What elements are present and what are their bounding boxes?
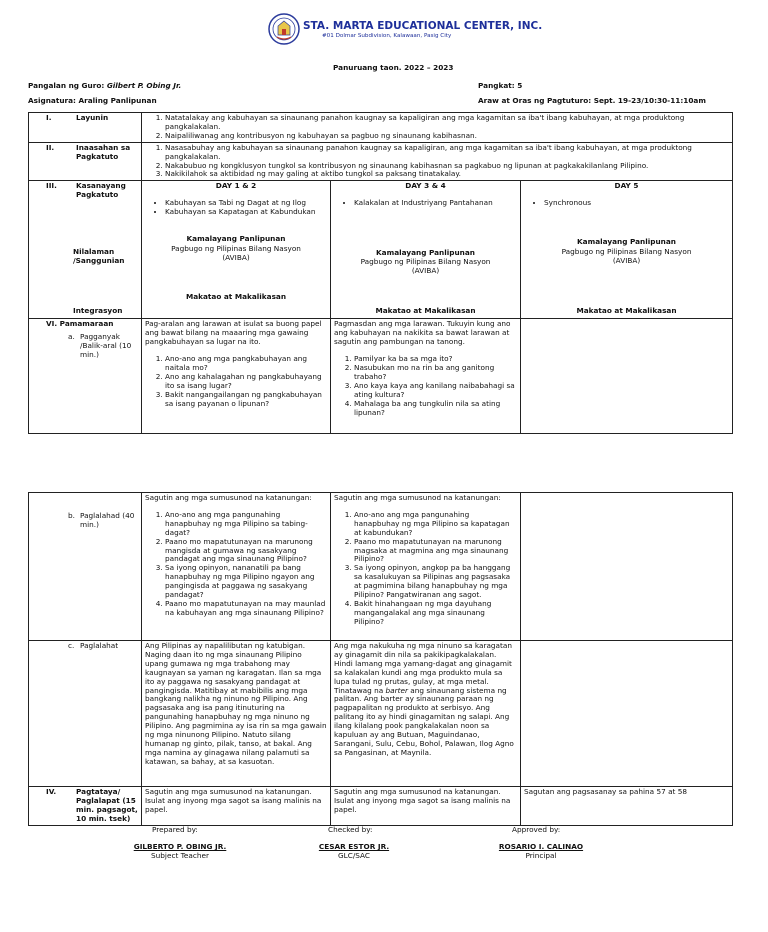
day12-kamalayan: Kamalayang Panlipunan [186,234,286,244]
lesson-plan-table-1 [28,112,733,434]
pamamaraan-label: VI. Pamamaraan [46,319,114,329]
school-name: STA. MARTA EDUCATIONAL CENTER, INC. [303,20,543,32]
layunin-content [142,113,733,143]
school-logo [268,13,300,45]
list-item: 2. Ano ang kahalagahan ng pangkabuhayang ito sa isang lugar? [165,373,327,391]
day5-cell [521,181,733,319]
layunin-list [145,114,729,141]
teacher-name: Gilbert P. Obing Jr. [106,81,182,90]
day34-title: DAY 3 & 4 [405,181,446,191]
inaasahan-num: II. [46,142,55,152]
pagtataya-label: Pagtataya/ Paglalapat (15 min. pagsagot, 10 min. tsek) [76,787,138,823]
list-item: 2. Paano mo mapatutunayan na marunong mangisda at gumawa ng sasakyang pandagat ang mga sinaunang Pilipino? [165,538,327,565]
pagtataya-day5: Sagutan ang pagsasanay sa pahina 57 at 58 [521,787,733,826]
subject-value: Araling Panlipunan [78,96,157,105]
subject-label: Asignatura: [28,96,76,105]
subject-line [28,97,157,106]
day34-source-code: (AVIBA) [411,266,440,276]
layunin-label: Layunin [76,113,109,122]
list-item: 1. Nasasabuhay ang kabuhayan sa sinaunang panahon kaugnay sa kapaligiran, ang mga kagamitan sa iba't ibang kabuhayan, at mga produktong pangkalakalan. [165,144,729,162]
list-item: 1. Pamilyar ka ba sa mga ito? [354,355,517,364]
pagganyak-day34-intro: Pagmasdan ang mga larawan. Tukuyin kung ano ang kabuhayan na nakikita sa bawat larawan at sagutin ang pambungan na tanong. [334,319,511,347]
list-item: 1. Ano-ano ang mga pangunahing hanapbuhay ng mga Pilipino sa kapatagan at kabundukan? [354,511,517,538]
pagganyak-day12-intro: Pag-aralan ang larawan at isulat sa buong papel ang bawat bilang na maaaring mga gawaing pangkabuhayan sa lugar na ito. [145,319,322,347]
layunin-num: I. [46,113,52,122]
list-item: 3. Sa iyong opinyon, nananatili pa bang hanapbuhay ng mga Pilipino ngayon ang pangingisda at paggawa ng sasakyang pandagat? [165,564,327,600]
pagtataya-num: IV. [46,787,57,796]
paglalahad-day12-intro: Sagutin ang mga sumusunod na katanungan: [145,493,312,502]
list-item: 3. Bakit nangangailangan ng pangkabuhayan sa isang payanan o lipunan? [165,391,327,409]
list-item: • Synchronous [544,199,729,208]
day12-integrasyon: Makatao at Makalikasan [185,292,287,302]
signature-block [490,842,592,860]
grade-line [478,82,522,91]
lesson-plan-table-2 [28,492,733,826]
paglalahat-day5 [521,641,733,787]
list-item: 4. Paano mo mapatutunayan na may maunlad na kabuhayan ang mga sinaunang Pilipino? [165,600,327,618]
day5-kamalayan: Kamalayang Panlipunan [577,237,676,247]
teacher-line [28,82,181,91]
day5-topics [524,199,729,208]
checked-by-name: CESAR ESTOR JR. [318,842,390,851]
checked-by-title: GLC/SAC [338,851,370,860]
inaasahan-label-cell [29,142,142,181]
layunin-label-cell [29,113,142,143]
paglalahat-label: Paglalahat [80,641,119,650]
approved-by-label: Approved by: [512,825,561,834]
signature-block [308,842,400,860]
paglalahad-row [29,493,733,641]
pagganyak-label: Pagganyak /Balik-aral (10 min.) [80,332,132,360]
list-item: 1. Natatalakay ang kabuhayan sa sinaunang panahon kaugnay sa kapaligiran ang mga kagamitan sa iba't ibang kabuhayan, at mga produktong pangkalakalan. [165,114,729,132]
paglalahat-label-cell [29,641,142,787]
layunin-row [29,113,733,143]
list-item: 4. Bakit hinahangaan ng mga dayuhang mangangalakal ang mga sinaunang Pilipino? [354,600,517,627]
day12-source-code: (AVIBA) [222,253,250,263]
paglalahat-letter: c. [68,641,75,650]
pagganyak-day12 [142,319,331,434]
nilalaman-label: Nilalaman /Sanggunian [73,247,125,266]
kasanayan-row [29,181,733,319]
list-item: 4. Mahalaga ba ang tungkulin nila sa ating lipunan? [354,400,517,418]
grade-label: Pangkat: [478,81,515,90]
paglalahat-day12 [142,641,331,787]
paglalahad-day12-list [145,511,327,618]
inaasahan-list [145,144,729,180]
paglalahad-day34-list [334,511,517,627]
school-address: #01 Dolmar Subdivision, Kalawaan, Pasig City [322,33,452,39]
pagtataya-day34: Sagutin ang mga sumusunod na katanungan. Isulat ang inyong mga sagot sa isang malinis na papel. [331,787,521,826]
pagganyak-day34-list [334,355,517,417]
approved-by-name: ROSARIO I. CALINAO [498,842,584,851]
list-item: 2. Nakabubuo ng kongklusyon tungkol sa kontribusyon ng sinaunang kabihasnan sa pagkabuo ng lipunan at pagkakakilanlang Pilipino. [165,162,729,171]
signature-block [128,842,232,860]
list-item: • Kalakalan at Industriyang Pantahanan [354,199,517,208]
list-item: 1. Ano-ano ang mga pangkabuhayan ang naitala mo? [165,355,327,373]
paglalahad-letter: b. [68,511,75,520]
inaasahan-row [29,142,733,181]
teacher-label: Pangalan ng Guro: [28,81,105,90]
kasanayan-label-cell [29,181,142,319]
paglalahat-row [29,641,733,787]
day12-title: DAY 1 & 2 [215,181,257,191]
paglalahat-day34-text-b: ang sinaunang sistema ng palitan. Ang barter ay sinaunang paraan ng pagpapalitan ng produkto at serbisyo. Ang palitang ito ay hindi ginagamitan ng salapi. Ang ilang kilalang pook pangkalakalan noon sa kapuluan ay ang Butuan, Maguindanao, Sarangani, Sulu, Cebu, Bohol, Palawan, Ilog Agno sa Pangasinan, at Maynila. [334,685,514,757]
pagganyak-day34 [331,319,521,434]
day12-source: Pagbugo ng Pilipinas Bilang Nasyon [171,244,301,254]
pagtataya-day12: Sagutin ang mga sumusunod na katanungan. Isulat ang inyong mga sagot sa isang malinis na papel. [142,787,331,826]
list-item: 2. Nasubukan mo na rin ba ang ganitong trabaho? [354,364,517,382]
barter-term: barter [385,685,408,695]
pagtataya-row [29,787,733,826]
prepared-by-name: GILBERTO P. OBING JR. [133,842,227,851]
day5-integrasyon: Makatao at Makalikasan [576,306,677,316]
paglalahad-day34-intro: Sagutin ang mga sumusunod na katanungan: [334,493,501,502]
paglalahad-label-cell [29,493,142,641]
list-item: 2. Paano mo mapatutunayan na marunong magsaka at magmina ang mga sinaunang Pilipino? [354,538,517,565]
paglalahad-day5 [521,493,733,641]
pagtataya-label-cell [29,787,142,826]
approved-by-title: Principal [525,851,557,860]
prepared-by-title: Subject Teacher [151,851,209,860]
paglalahad-day12 [142,493,331,641]
day34-cell [331,181,521,319]
checked-by-label: Checked by: [328,825,373,834]
list-item: 3. Nakikilahok sa aktibidad ng may galing at aktibo tungkol sa paksang tinatakalay. [165,170,729,179]
school-year: Panuruang taon. 2022 – 2023 [333,63,454,72]
integrasyon-label: Integrasyon [73,306,123,316]
paglalahad-label: Paglalahad (40 min.) [80,511,135,529]
grade-value: 5 [517,81,523,90]
inaasahan-label: Inaasahan sa Pagkatuto [76,142,131,161]
day12-topics [145,199,327,217]
day5-source-code: (AVIBA) [612,256,641,266]
paglalahat-day34-text-a: Ang mga nakukuha ng mga ninuno sa karagatan ay ginagamit din nila sa pakikipagkalakalan. Hindi lamang mga yamang-dagat ang ginagamit sa kalakalan kundi ang mga produkto mula sa lupa tulad ng prutas, gulay, at mga metal. Tinatawag na [334,641,512,695]
list-item: 3. Ano kaya kaya ang kanilang naibabahagi sa ating kultura? [354,382,517,400]
day12-cell [142,181,331,319]
pagganyak-letter: a. [68,332,75,342]
schedule: Araw at Oras ng Pagtuturo: Sept. 19-23/10:30-11:10am [478,96,706,105]
kasanayan-label: Kasanayang Pagkatuto [76,181,126,200]
day5-title: DAY 5 [614,181,639,191]
pagganyak-label-cell [29,319,142,434]
day5-source: Pagbugo ng Pilipinas Bilang Nasyon [561,247,692,257]
list-item: 2. Naipaliliwanag ang kontribusyon ng kabuhayan sa pagbuo ng sinaunang kabihasnan. [165,132,729,141]
prepared-by-label: Prepared by: [152,825,198,834]
day34-source: Pagbugo ng Pilipinas Bilang Nasyon [360,257,491,267]
paglalahat-day34 [331,641,521,787]
day34-integrasyon: Makatao at Makalikasan [375,306,476,316]
pagganyak-day5 [521,319,733,434]
list-item: • Kabuhayan sa Kapatagan at Kabundukan [165,208,327,217]
paglalahat-day12-text: Ang Pilipinas ay napalilibutan ng katubigan. Naging daan ito ng mga sinaunang Pilipino upang gumawa ng mga trabahong may kaugnayan sa yaman ng karagatan. Ilan sa mga ito ay paggawa ng sasakyang pandagat at pangingisda. Matitibay at mabibilis ang mga bangkang nalikha ng ninuno ng Pilipino. Ang pagsasaka ang isa pang itinuturing na pangunahing hanapbuhay ng mga ninuno ng Pilipino. Ang pagmimina ay isa rin sa mga gawain ng mga ninunong Pilipino. Natuto silang humanap ng ginto, pilak, tanso, at bakal. Ang mga namina ay ginagawa nilang palamuti sa katawan, sa bahay, at sa kasuotan. [145,641,327,766]
day34-topics [334,199,517,208]
paglalahat-day34-text [334,642,517,758]
kasanayan-num: III. [46,181,57,191]
list-item: 3. Sa iyong opinyon, angkop pa ba hanggang sa kasalukuyan sa Pilipinas ang pagsasaka at pagmimina bilang hanapbuhay ng mga Pilipino? Pangatwiranan ang sagot. [354,564,517,600]
inaasahan-content [142,142,733,181]
paglalahad-day34 [331,493,521,641]
day34-kamalayan: Kamalayang Panlipunan [376,248,475,258]
list-item: • Kabuhayan sa Tabi ng Dagat at ng Ilog [165,199,327,208]
pagganyak-row [29,319,733,434]
list-item: 1. Ano-ano ang mga pangunahing hanapbuhay ng mga Pilipino sa tabing-dagat? [165,511,327,538]
pagganyak-day12-list [145,355,327,408]
